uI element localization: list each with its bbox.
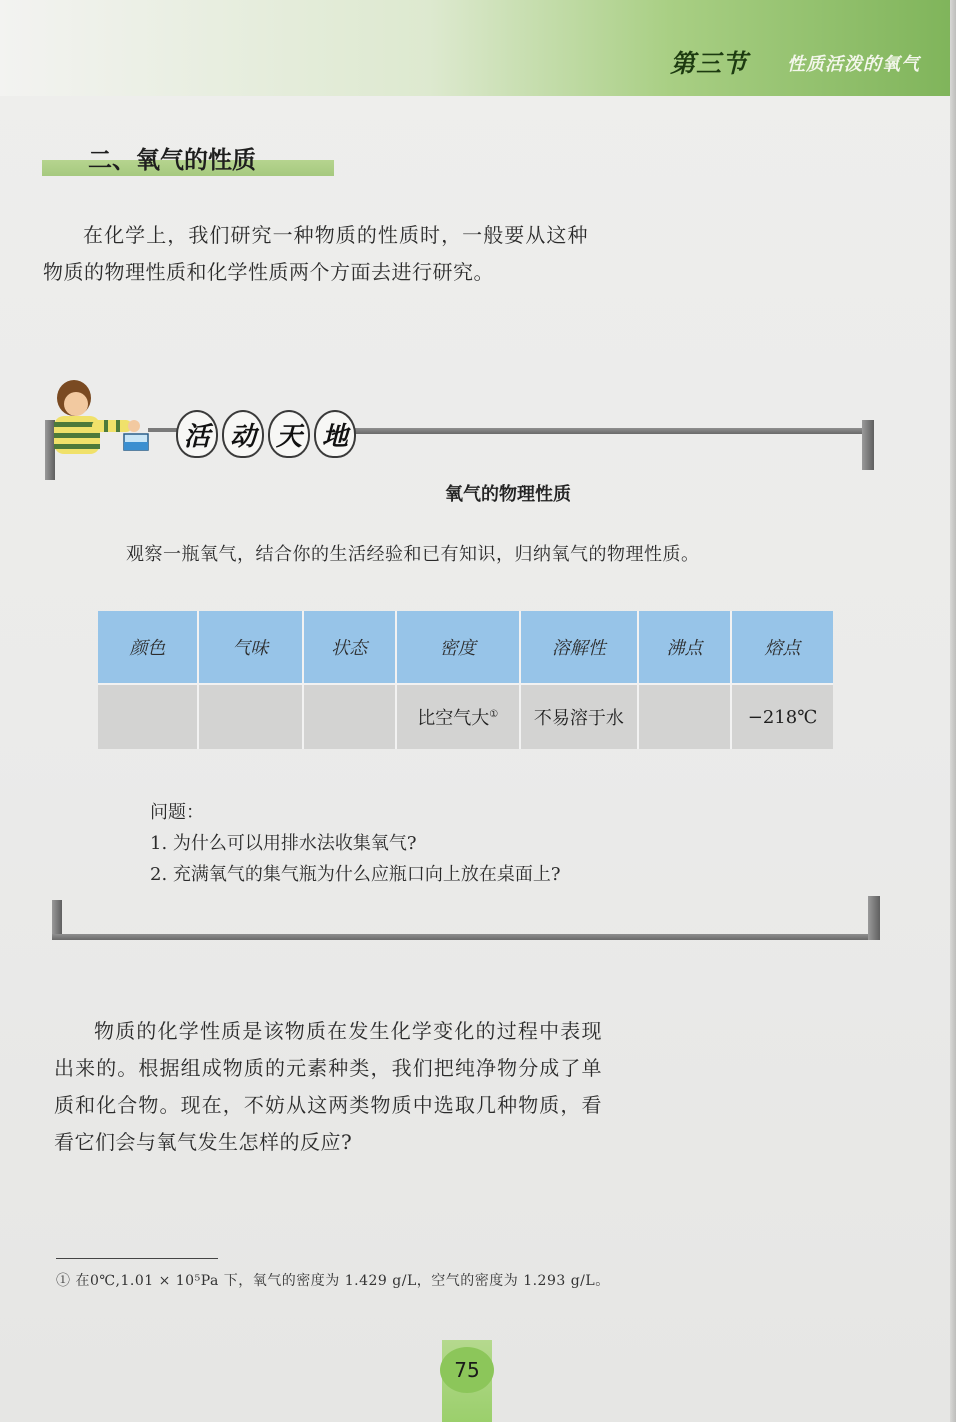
section-title: 性质活泼的氧气 <box>787 54 920 75</box>
intro-paragraph: 在化学上，我们研究一种物质的性质时，一般要从这种物质的物理性质和化学性质两个方面去进行研究。 <box>43 223 588 284</box>
activity-label-char: 动 <box>222 410 264 458</box>
table-header-cell: 密度 <box>396 611 520 684</box>
table-row <box>98 684 833 749</box>
chemistry-paragraph: 物质的化学性质是该物质在发生化学变化的过程中表现出来的。根据组成物质的元素种类，我们把纯净物分成了单质和化合物。现在，不妨从这两类物质中选取几种物质，看看它们会与氧气发生怎样的反应? <box>54 1019 602 1154</box>
footnote: ① 在0℃,1.01 × 10⁵Pa 下，氧气的密度为 1.429 g/L，空气的密度为 1.293 g/L。 <box>56 1273 610 1289</box>
table-cell-density <box>396 684 520 749</box>
activity-frame-right-bottom <box>868 896 880 940</box>
questions-label: 问题： <box>150 802 204 823</box>
table-header-cell: 熔点 <box>731 611 833 684</box>
footnote-divider <box>56 1258 218 1259</box>
table-header-cell: 沸点 <box>638 611 731 684</box>
density-value: 比空气大 <box>417 708 490 729</box>
table-header-row <box>98 611 833 684</box>
activity-frame-top <box>320 428 870 434</box>
table-cell: −218℃ <box>731 684 833 749</box>
table-header-cell: 颜色 <box>98 611 198 684</box>
activity-label-char: 活 <box>176 410 218 458</box>
table-cell: 不易溶于水 <box>520 684 638 749</box>
oxygen-properties-table <box>98 611 833 749</box>
page-header-band <box>0 0 956 96</box>
activity-label-char: 天 <box>268 410 310 458</box>
footnote-mark: ① <box>489 709 499 720</box>
activity-questions <box>150 797 561 890</box>
activity-frame-bottom <box>52 934 880 940</box>
page-number: 75 <box>440 1347 494 1393</box>
activity-label <box>176 408 356 460</box>
table-cell <box>303 684 396 749</box>
table-cell <box>98 684 198 749</box>
section-number: 第三节 <box>669 49 748 78</box>
table-header-cell: 溶解性 <box>520 611 638 684</box>
activity-frame-right-top <box>862 420 874 470</box>
activity-instruction: 观察一瓶氧气，结合你的生活经验和已有知识，归纳氧气的物理性质。 <box>126 544 700 565</box>
table-header-cell: 状态 <box>303 611 396 684</box>
page-edge-shadow <box>950 0 956 1422</box>
activity-title: 氧气的物理性质 <box>445 484 571 505</box>
section-heading <box>42 138 334 176</box>
boy-illustration-icon <box>44 376 194 466</box>
activity-label-char: 地 <box>314 410 356 458</box>
table-header-cell: 气味 <box>198 611 303 684</box>
section-heading-text: 二、氧气的性质 <box>88 146 256 174</box>
question-item: 1. 为什么可以用排水法收集氧气? <box>150 833 417 854</box>
question-item: 2. 充满氧气的集气瓶为什么应瓶口向上放在桌面上? <box>150 864 561 885</box>
table-cell <box>198 684 303 749</box>
table-cell <box>638 684 731 749</box>
